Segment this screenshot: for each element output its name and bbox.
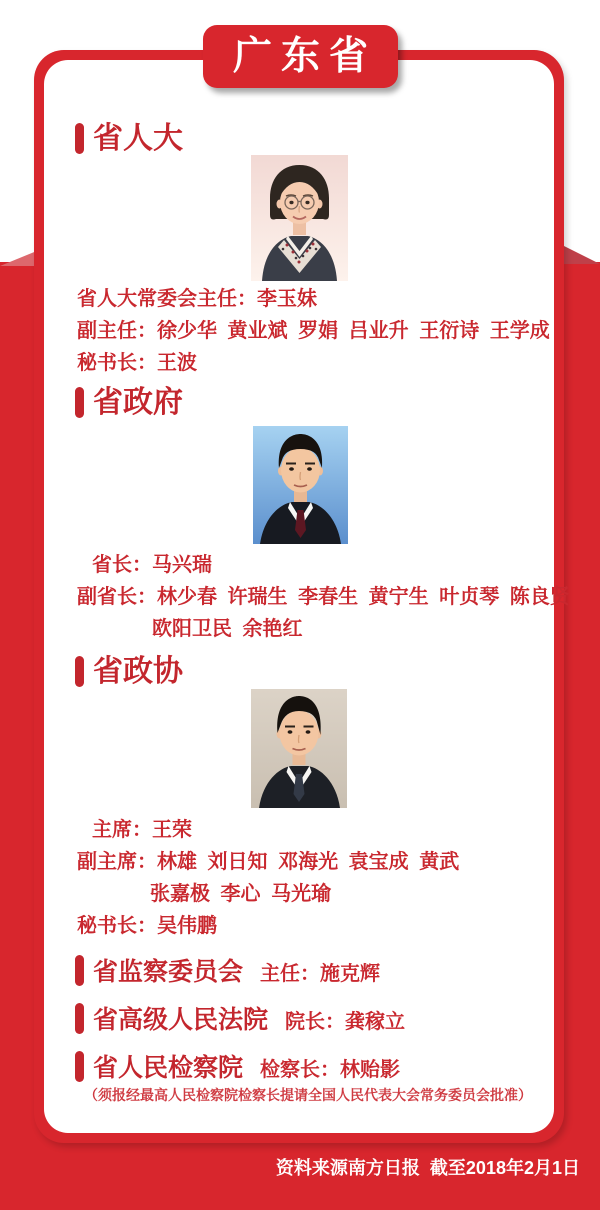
red-bar-icon bbox=[75, 955, 84, 986]
red-bar-icon bbox=[75, 123, 84, 154]
text-line: 副主席：林雄 刘日知 邓海光 袁宝成 黄武 bbox=[77, 851, 460, 873]
text-line: 省人大常委会主任：李玉妹 bbox=[77, 288, 317, 310]
org-name: 省高级人民法院 bbox=[93, 1006, 269, 1034]
text-line: 秘书长：吴伟鹏 bbox=[77, 915, 217, 937]
red-bar-icon bbox=[75, 387, 84, 418]
section-title: 省人大 bbox=[93, 121, 183, 155]
section-heading-zhengxie bbox=[75, 656, 183, 687]
org-row-renmin-jianchayuan bbox=[75, 1048, 400, 1084]
org-role: 主任：施克辉 bbox=[260, 963, 381, 985]
text-line: 副省长：林少春 许瑞生 李春生 黄宁生 叶贞琴 陈良贤 bbox=[77, 586, 570, 608]
text-line: 秘书长：王波 bbox=[77, 352, 197, 374]
portrait-photo-ma-xingrui bbox=[253, 426, 348, 544]
section-heading-renda bbox=[75, 123, 183, 154]
province-title-badge bbox=[203, 25, 398, 88]
source-footer: 资料来源南方日报 截至2018年2月1日 bbox=[275, 1158, 580, 1178]
org-row-jiancha-weiyuanhui bbox=[75, 952, 380, 988]
section-title: 省政协 bbox=[93, 654, 183, 688]
org-role: 检察长：林贻影 bbox=[260, 1059, 401, 1081]
red-bar-icon bbox=[75, 656, 84, 687]
section-title: 省政府 bbox=[93, 385, 183, 419]
procuratorate-note: （须报经最高人民检察院检察长提请全国人民代表大会常务委员会批准） bbox=[84, 1087, 532, 1103]
zhengxie-text-block bbox=[77, 814, 459, 942]
renda-text-block bbox=[77, 283, 550, 379]
org-name: 省监察委员会 bbox=[93, 958, 244, 986]
text-line: 欧阳卫民 余艳红 bbox=[152, 618, 303, 640]
org-name: 省人民检察院 bbox=[93, 1054, 244, 1082]
text-line: 副主任：徐少华 黄业斌 罗娟 吕业升 王衍诗 王学成 bbox=[77, 320, 550, 342]
section-heading-zhengfu bbox=[75, 387, 183, 418]
zhengfu-text-block bbox=[77, 549, 570, 645]
red-bar-icon bbox=[75, 1003, 84, 1034]
portrait-photo-wang-rong bbox=[251, 689, 347, 808]
org-row-gaoji-renmin-fayuan bbox=[75, 1000, 405, 1036]
text-line: 省长：马兴瑞 bbox=[92, 554, 212, 576]
text-line: 张嘉极 李心 马光瑜 bbox=[150, 883, 332, 905]
org-role: 院长：龚稼立 bbox=[285, 1011, 406, 1033]
portrait-photo-li-yumei bbox=[251, 155, 348, 281]
red-bar-icon bbox=[75, 1051, 84, 1082]
province-title: 广东省 bbox=[232, 35, 377, 78]
text-line: 主席：王荣 bbox=[92, 819, 192, 841]
